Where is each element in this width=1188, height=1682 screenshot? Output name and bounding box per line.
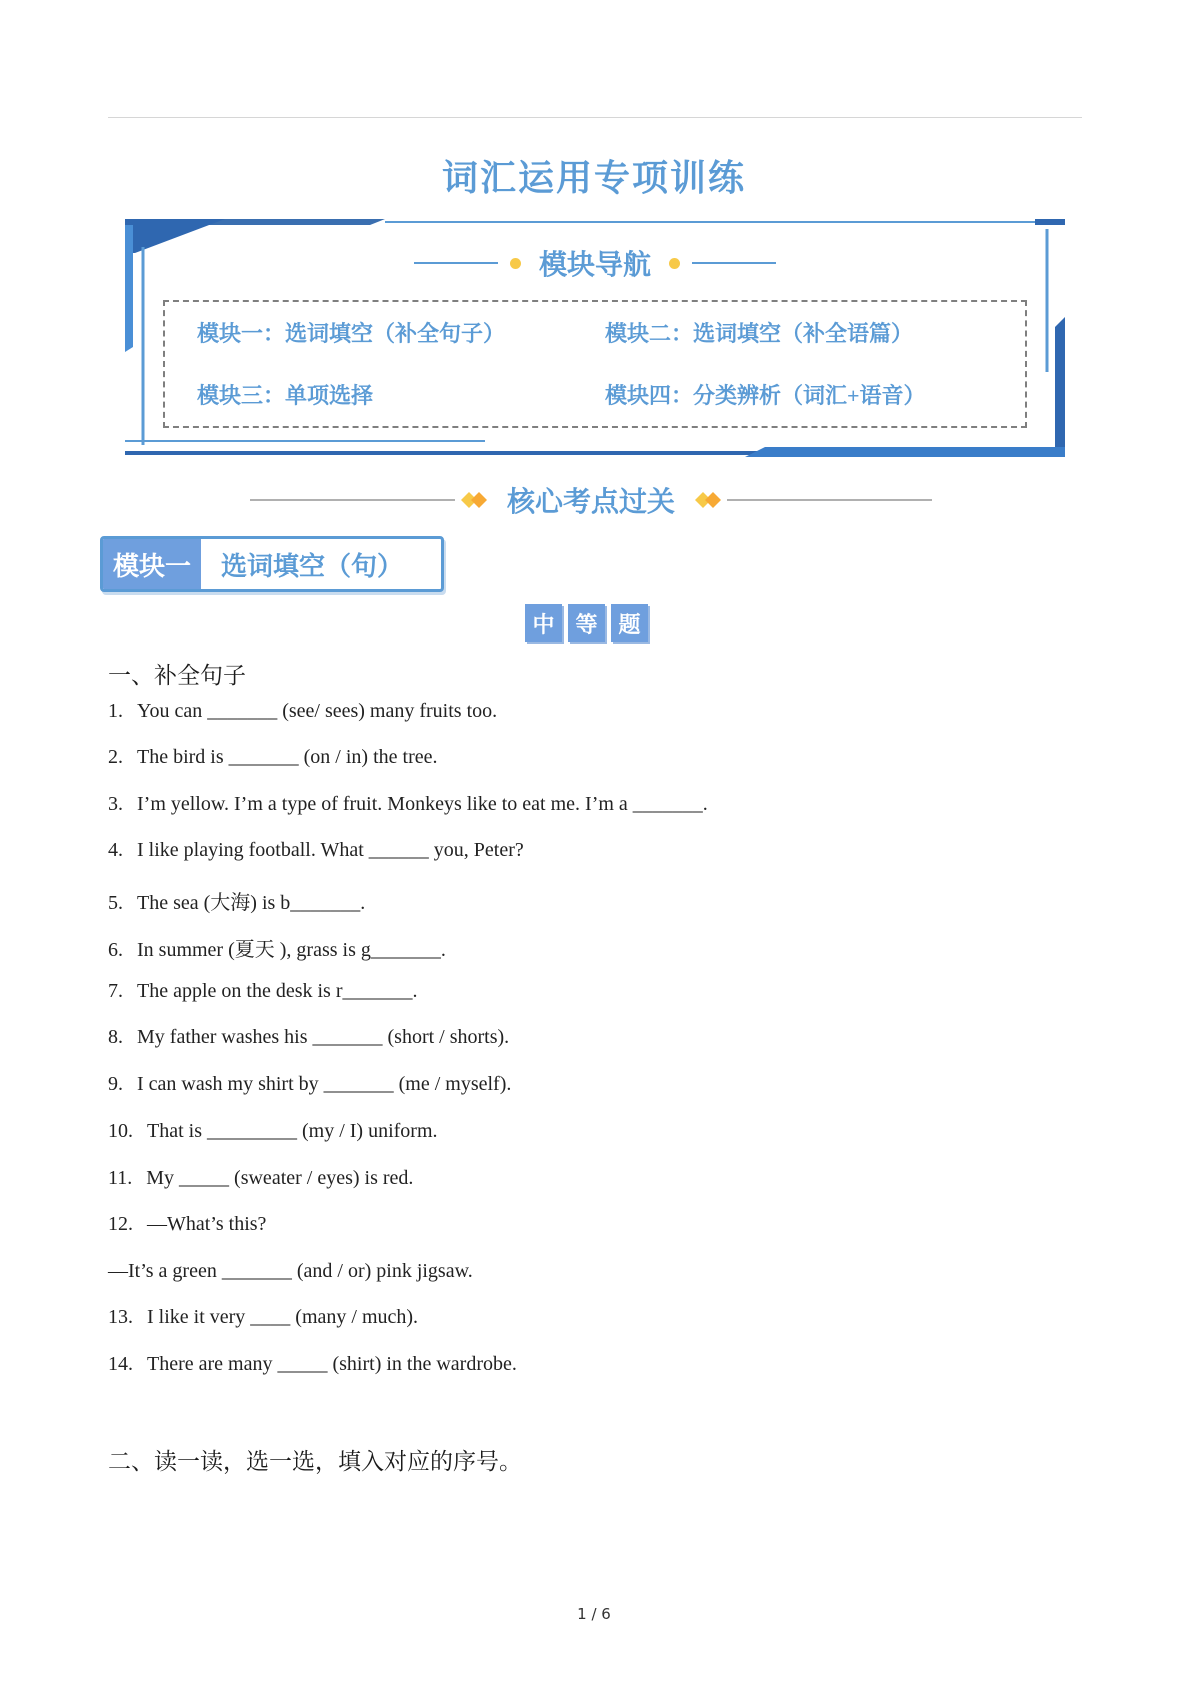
document-title: 词汇运用专项训练	[441, 158, 746, 198]
nav-dot-right-icon	[669, 258, 680, 269]
question-number: 7.	[108, 980, 123, 1002]
question-item	[108, 1167, 413, 1190]
question-item	[108, 886, 365, 915]
difficulty-chip: 题	[611, 604, 648, 642]
nav-item-module-1: 模块一：选词填空（补全句子）	[197, 321, 506, 346]
question-number: 10.	[108, 1120, 133, 1142]
question-text: There are many _____ (shirt) in the wardrobe.	[147, 1353, 517, 1375]
question-text: The bird is _______ (on / in) the tree.	[137, 746, 438, 768]
question-number: 2.	[108, 746, 123, 768]
question-number: 8.	[108, 1026, 123, 1048]
nav-title-line-right	[692, 262, 776, 264]
diamond-arrow-icon	[695, 490, 721, 510]
question-item	[108, 1120, 438, 1143]
question-number: 11.	[108, 1167, 133, 1189]
question-item	[108, 1213, 266, 1236]
nav-title-line-left	[414, 262, 498, 264]
nav-item-module-2: 模块二：选词填空（补全语篇）	[605, 321, 914, 346]
question-item	[108, 700, 497, 723]
question-text: —What’s this?	[147, 1213, 267, 1235]
question-item	[108, 980, 418, 1003]
question-item	[108, 839, 524, 862]
nav-dot-left-icon	[510, 258, 521, 269]
question-text: I’m yellow. I’m a type of fruit. Monkeys like to eat me. I’m a _______.	[137, 793, 708, 815]
question-text: That is _________ (my / I) uniform.	[147, 1120, 438, 1142]
question-text: I like playing football. What ______ you, Peter?	[137, 839, 524, 861]
nav-item-module-3: 模块三：单项选择	[197, 383, 374, 408]
question-item	[108, 793, 708, 816]
difficulty-chip: 等	[568, 604, 605, 642]
question-number: 6.	[108, 939, 123, 961]
question-text: In summer (夏天 ), grass is g_______.	[137, 939, 446, 961]
question-item	[108, 1353, 517, 1376]
question-number: 14.	[108, 1353, 133, 1375]
question-text: My father washes his _______ (short / shorts).	[137, 1026, 510, 1048]
question-item-continuation	[108, 1260, 473, 1283]
core-heading-title: 核心考点过关	[506, 487, 675, 518]
module-navigation-box	[125, 217, 1065, 457]
question-text: You can _______ (see/ sees) many fruits too.	[137, 700, 498, 722]
header-rule	[108, 117, 1082, 118]
module-tag-name: 选词填空（句）	[221, 551, 404, 581]
question-number: 12.	[108, 1213, 133, 1235]
difficulty-badge	[525, 604, 648, 642]
module-tag-label: 模块一	[103, 539, 201, 589]
core-line-left	[250, 499, 455, 501]
question-item	[108, 746, 438, 769]
page-number: 1 / 6	[577, 1605, 611, 1623]
question-text: The apple on the desk is r_______.	[137, 980, 418, 1002]
section-1-heading: 一、补全句子	[108, 663, 246, 688]
diamond-arrow-icon	[461, 490, 487, 510]
question-item	[108, 1026, 509, 1049]
question-text: —It’s a green _______ (and / or) pink jigsaw.	[108, 1260, 473, 1282]
question-item	[108, 1073, 511, 1096]
module-tag	[100, 536, 444, 592]
question-text: My _____ (sweater / eyes) is red.	[146, 1167, 414, 1189]
nav-item-module-4: 模块四：分类辨析（词汇+语音）	[605, 383, 926, 408]
question-text: I can wash my shirt by _______ (me / myself).	[137, 1073, 512, 1095]
nav-title: 模块导航	[538, 250, 651, 281]
question-item	[108, 1306, 418, 1329]
core-line-right	[727, 499, 932, 501]
question-number: 1.	[108, 700, 123, 722]
question-item	[108, 933, 446, 962]
difficulty-chip: 中	[525, 604, 562, 642]
question-text: The sea (大海) is b_______.	[137, 892, 366, 914]
section-2-heading: 二、读一读，选一选，填入对应的序号。	[108, 1449, 522, 1474]
question-number: 5.	[108, 892, 123, 914]
question-text: I like it very ____ (many / much).	[147, 1306, 419, 1328]
nav-title-row	[125, 243, 1065, 283]
question-number: 3.	[108, 793, 123, 815]
question-number: 13.	[108, 1306, 133, 1328]
core-heading-row	[235, 480, 947, 520]
question-number: 9.	[108, 1073, 123, 1095]
question-number: 4.	[108, 839, 123, 861]
